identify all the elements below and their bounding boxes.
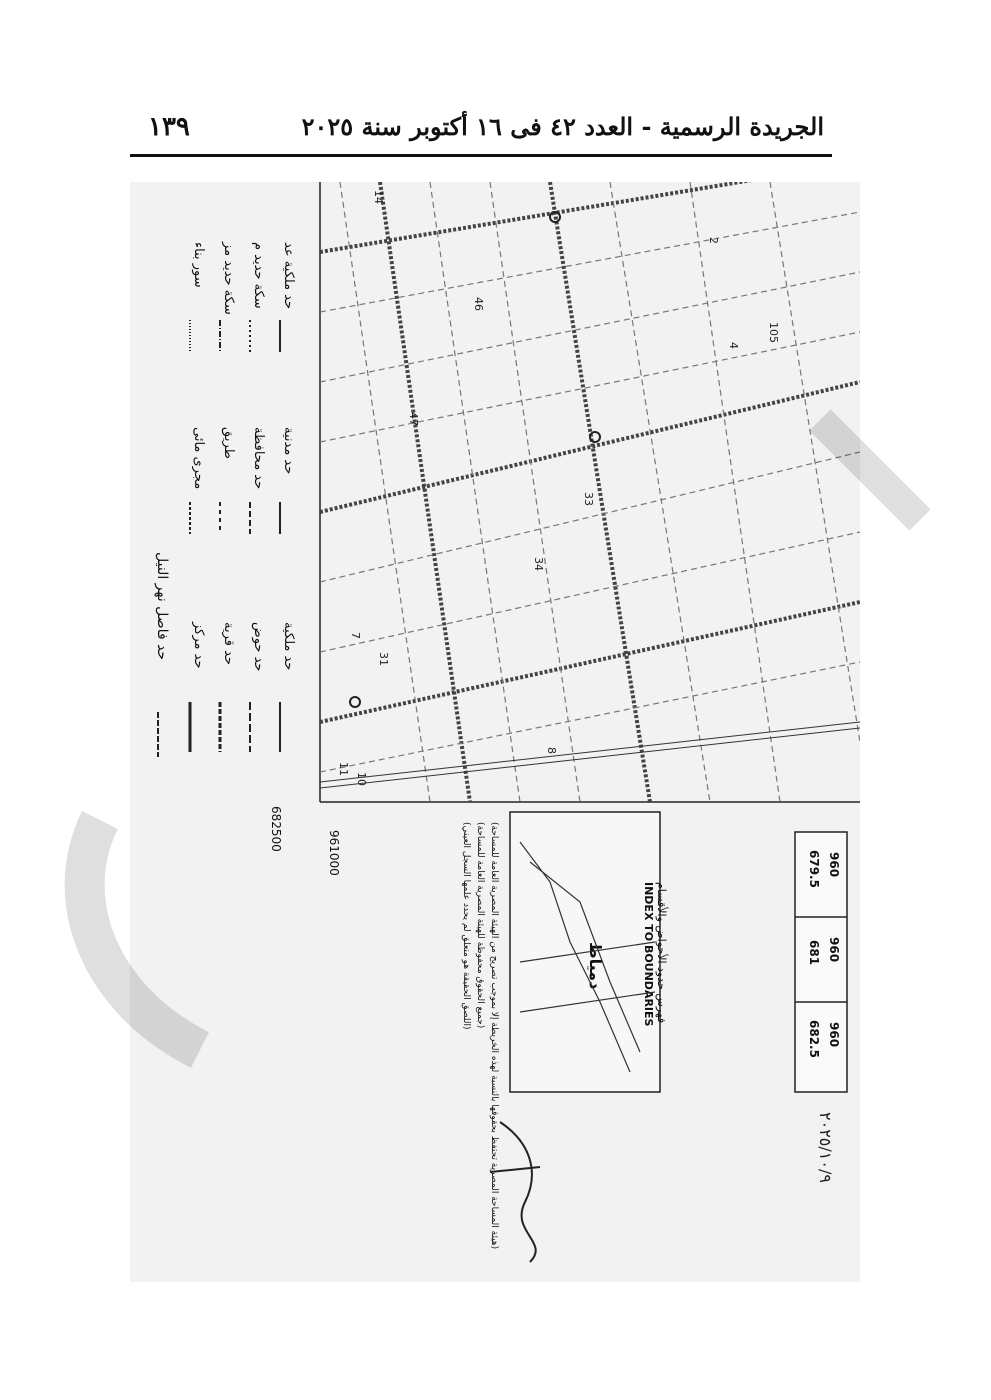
header-rule: [130, 154, 832, 157]
index-inset: [461, 812, 669, 1249]
index-note: (اللصق الحقيقة هو متعلق لم يحدد علمها السجل العيني): [461, 822, 471, 1030]
cadastral-map: [130, 182, 860, 1282]
legend-label: حد محافظة: [251, 427, 266, 490]
sheet-top: 960: [827, 852, 841, 878]
index-title-ar: فهرس حدود الأحواض والأقسام: [655, 882, 668, 1024]
legend-label: سكة حديد م: [251, 242, 266, 309]
parcel-number: 7: [349, 632, 362, 639]
issue-title: الجريدة الرسمية - العدد ٤٢ فى ١٦ أكتوبر سنة ٢٠٢٥: [301, 112, 824, 141]
parcel-number: 47: [407, 412, 420, 426]
parcel-number: 10: [355, 772, 368, 786]
parcel-number: 33: [582, 492, 595, 506]
legend-label: حد مركز: [191, 622, 206, 669]
parcel-number: 46: [472, 297, 485, 311]
page-header: [130, 108, 832, 152]
parcel-number: 105: [767, 322, 780, 343]
legend-label: حد فاصل نهر النيل: [154, 552, 170, 661]
parcel-number: 14: [372, 190, 385, 204]
parcel-number: 31: [377, 652, 390, 666]
legend-label: سكة حديد مز: [221, 242, 236, 315]
index-place-name: دمياط: [586, 942, 605, 990]
coordinate-label: 961000: [327, 830, 341, 876]
handwritten-date: [816, 1112, 835, 1183]
index-title-en: INDEX TO BOUNDARIES: [642, 882, 655, 1027]
legend: [154, 241, 296, 757]
legend-label: حد ملكية عد: [281, 242, 296, 310]
coordinate-label: 682500: [269, 806, 283, 852]
parcel-number: 2: [707, 237, 720, 244]
index-note: (هيئة المساحة المصرية تحتفظ بحقوقها بالنسبة لهذه الخريطة إلا بموجب تصريح من الهيئة المصرية العامة للمساحة): [489, 822, 499, 1250]
sheet-top: 960: [827, 1022, 841, 1048]
legend-label: مجرى مائى: [191, 427, 206, 490]
parcel-number: 11: [337, 762, 350, 776]
parcel-number: 34: [532, 557, 545, 571]
parcel-numbers: [337, 190, 780, 786]
sheet-bottom: 681: [807, 940, 821, 966]
legend-label: سور بناء: [191, 242, 206, 288]
svg-text:٢٠٢٥/١٠/٩: ٢٠٢٥/١٠/٩: [816, 1112, 835, 1183]
sheet-index-table: [795, 832, 847, 1092]
index-note: (جميع الحقوق محفوظة للهيئة المصرية العامة للمساحة): [475, 822, 485, 1029]
legend-label: حد مدنية: [281, 427, 296, 475]
sheet-top: 960: [827, 937, 841, 963]
sheet-bottom: 682.5: [807, 1020, 821, 1058]
parcel-number: 8: [545, 747, 558, 754]
parcel-number: 4: [727, 342, 740, 349]
legend-label: حد قرية: [221, 622, 236, 665]
legend-label: حد ملكية: [281, 622, 296, 671]
legend-label: حد حوض: [251, 622, 266, 672]
legend-label: طريق: [221, 427, 236, 459]
sheet-bottom: 679.5: [807, 850, 821, 888]
page-number: ١٣٩: [148, 112, 190, 142]
